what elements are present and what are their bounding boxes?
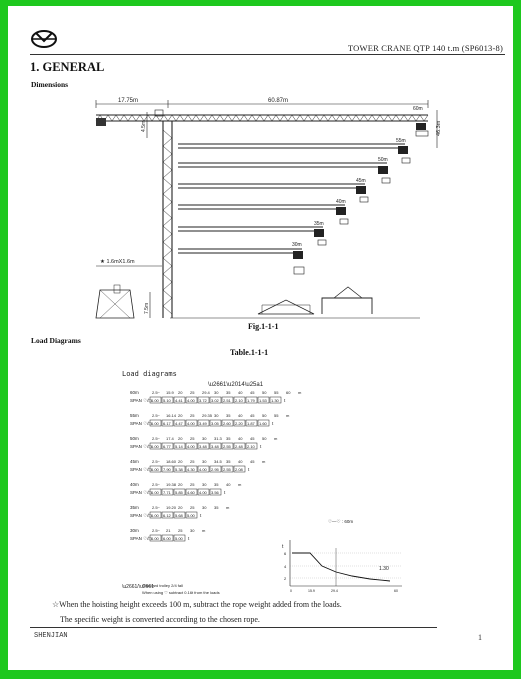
row-jib-label: 60m [130,390,139,395]
mini-xtick-2: 29.4 [331,589,338,593]
radius-label: 40 [238,459,243,464]
radius-label: 2.5~ [152,436,160,441]
radius-label: 35 [226,390,231,395]
load-value: 5.68 [175,513,183,518]
base-section-label: ★ 1.6mX1.6m [100,259,135,265]
radius-label: 30 [202,459,207,464]
svg-text:\u2661/\u2661: \u2661/\u2661 [122,584,154,590]
radius-label: 2.5~ [152,459,160,464]
header-divider [30,54,505,55]
unit-label: t [260,444,262,449]
radius-label: 16.14 [166,413,177,418]
load-value: 3.05 [211,421,219,426]
radius-label: 29.35 [202,413,213,418]
mini-chart-ylabel: t [282,544,284,550]
radius-label: 2.5~ [152,413,160,418]
load-value: 1.30 [271,398,279,403]
radius-label: 2.5~ [152,482,160,487]
radius-label: 45 [250,436,255,441]
radius-label: m [298,390,302,395]
radius-label: 30 [214,413,219,418]
load-value: 6.00 [151,490,159,495]
load-value: 6.00 [151,421,159,426]
radius-label: 30 [190,528,195,533]
load-value: 3.72 [199,398,207,403]
load-value: 1.87 [247,421,255,426]
radius-label: 30 [214,390,219,395]
radius-label: 40 [238,436,243,441]
jib-45-label: 45m [356,178,366,184]
row-jib-label: 40m [130,482,139,487]
radius-label: m [274,436,278,441]
load-value: 5.10 [163,398,171,403]
radius-label: 50 [262,390,267,395]
jib-30-label: 30m [292,242,302,248]
radius-label: 15.9 [166,390,174,395]
radius-label: m [226,505,230,510]
load-value: 1.79 [247,398,255,403]
load-value: 4.60 [187,490,195,495]
load-value: 6.77 [163,444,171,449]
radius-label: m [202,528,206,533]
load-value: 3.02 [211,398,219,403]
load-value: 6.00 [151,513,159,518]
radius-label: 40 [238,390,243,395]
mini-xtick-3: 60 [394,589,398,593]
radius-label: 35 [214,505,219,510]
radius-label: 55 [274,390,279,395]
radius-label: 40 [238,413,243,418]
load-diagrams-subtitle: Load diagrams [122,370,177,378]
load-value: 4.00 [199,490,207,495]
load-value: 5.38 [175,467,183,472]
load-value: 6.17 [163,421,171,426]
row-symbol: SPAN ♡/□ [130,467,152,472]
mini-chart-label: ♡—♡ : 60m [328,519,354,524]
load-diagrams-heading: Load Diagrams [31,336,81,345]
radius-label: 40 [226,482,231,487]
load-value: 1.60 [259,421,267,426]
base-height-label: 7.5m [144,302,150,314]
radius-label: 30 [202,505,207,510]
mini-tick-6: 6 [284,551,287,556]
header-title: TOWER CRANE QTP 140 t.m (SP6013-8) [347,43,503,53]
radius-label: 25 [190,482,195,487]
legend-standard: Standard trolley 2/4 fall [142,583,183,588]
load-value: 2.08 [235,467,243,472]
radius-label: 20 [178,459,183,464]
mini-tick-4: 4 [284,564,287,569]
radius-label: 2.5~ [152,390,160,395]
load-value: 2.20 [235,421,243,426]
mini-chart-value: 1.30 [379,566,389,572]
radius-label: 2.5~ [152,528,160,533]
footer-company: SHENJIAN [34,632,68,640]
radius-label: 20 [178,390,183,395]
radius-label: 25 [178,528,183,533]
load-value: 1.53 [259,398,267,403]
footer-divider [30,627,437,628]
radius-label: 30 [202,482,207,487]
row-jib-label: 50m [130,436,139,441]
load-value: 3.56 [211,490,219,495]
radius-label: 50 [262,413,267,418]
radius-label: 35 [226,413,231,418]
radius-label: 35 [226,436,231,441]
row-jib-label: 30m [130,528,139,533]
radius-label: 19.38 [166,482,177,487]
row-jib-label: 35m [130,505,139,510]
load-value: 4.47 [175,421,183,426]
document-page [8,6,513,670]
row-symbol: SPAN ♡/□ [130,398,152,403]
radius-label: 45 [250,459,255,464]
row-jib-label: 55m [130,413,139,418]
load-value: 4.00 [199,467,207,472]
load-value: 4.41 [175,398,183,403]
mini-tick-2: 2 [284,576,287,581]
radius-label: 30 [202,436,207,441]
note-specific-weight: The specific weight is converted according to the chosen rope. [60,615,260,624]
mini-xtick-1: 15.9 [308,589,315,593]
radius-label: m [238,482,242,487]
unit-label: t [200,513,202,518]
load-value: 5.14 [175,444,183,449]
table-caption: Table.1-1-1 [230,348,269,357]
unit-label: t [188,536,190,541]
radius-label: 25 [190,390,195,395]
mini-xtick-0: 0 [290,589,292,593]
head-height-label: 4.5m [141,120,147,132]
section-title: 1. GENERAL [30,60,105,74]
jib-50-label: 50m [378,157,388,163]
radius-label: 17.4 [166,436,174,441]
radius-label: m [262,459,266,464]
radius-label: 29.4 [202,390,210,395]
load-value: 4.00 [187,398,195,403]
radius-label: 21 [166,528,171,533]
footer-page-number: 1 [478,633,482,642]
radius-label: 19.20 [166,505,177,510]
load-value: 2.10 [247,444,255,449]
unit-label: t [284,398,286,403]
radius-label: 18.60 [166,459,177,464]
row-symbol: SPAN ♡/□ [130,536,152,541]
right-span-label: 60.87m [268,98,289,104]
radius-label: 35 [214,482,219,487]
load-value: 7.71 [163,490,171,495]
radius-label: 60 [286,390,291,395]
radius-label: 25 [190,413,195,418]
load-value: 2.10 [235,398,243,403]
load-value: 5.85 [175,490,183,495]
figure-caption: Fig.1-1-1 [248,322,279,331]
load-value: 6.00 [163,536,171,541]
load-value: 5.00 [187,513,195,518]
radius-label: 20 [178,505,183,510]
radius-label: 2.5~ [152,505,160,510]
jib-40-label: 40m [336,199,346,205]
radius-label: 45 [250,390,255,395]
load-value: 6.00 [151,398,159,403]
jib-55-label: 55m [396,138,406,144]
load-value: 3.48 [211,444,219,449]
radius-label: 35 [226,459,231,464]
radius-label: 20 [178,413,183,418]
radius-label: 20 [178,436,183,441]
load-value: 3.48 [199,444,207,449]
radius-label: 50 [262,436,267,441]
row-symbol: SPAN ♡/□ [130,421,152,426]
unit-label: t [272,421,274,426]
unit-label: t [224,490,226,495]
load-value: 6.12 [163,513,171,518]
row-symbol: SPAN ♡/□ [130,513,152,518]
load-value: 3.49 [199,421,207,426]
load-value: 6.00 [151,536,159,541]
legend-subtract: When using ♡ subtract 0.16t from the loads [142,590,220,595]
load-value: 4.00 [187,421,195,426]
tip-height-label: 46.3m [436,120,442,136]
unit-label: t [248,467,250,472]
left-span-label: 17.75m [118,98,139,104]
company-logo-icon [30,29,58,49]
load-value: 5.00 [175,536,183,541]
load-value: 4.00 [187,444,195,449]
radius-label: 55 [274,413,279,418]
radius-label: 34.5 [214,459,222,464]
dimensions-heading: Dimensions [31,80,69,89]
radius-label: 45 [250,413,255,418]
load-value: 2.60 [223,421,231,426]
row-symbol: SPAN ♡/□ [130,490,152,495]
radius-label: m [286,413,290,418]
jib-35-label: 35m [314,221,324,227]
radius-label: 20 [178,482,183,487]
note-rope-weight: ☆When the hoisting height exceeds 100 m, subtract the rope weight added from the loads. [52,600,342,609]
load-value: 2.95 [211,467,219,472]
radius-label: 25 [190,505,195,510]
load-value: 2.55 [223,467,231,472]
radius-label: 31.3 [214,436,222,441]
load-value: 2.48 [235,444,243,449]
row-jib-label: 45m [130,459,139,464]
load-value: 6.00 [151,467,159,472]
row-symbol: SPAN ♡/□ [130,444,152,449]
svg-text:\u2661\u2014\u25a1: \u2661\u2014\u25a1 [208,382,264,388]
load-value: 2.55 [223,444,231,449]
radius-label: 25 [190,459,195,464]
radius-label: 25 [190,436,195,441]
load-value: 7.90 [163,467,171,472]
load-value: 6.00 [151,444,159,449]
jib-60-label: 60m [413,106,423,112]
load-value: 2.51 [223,398,231,403]
load-value: 4.30 [187,467,195,472]
